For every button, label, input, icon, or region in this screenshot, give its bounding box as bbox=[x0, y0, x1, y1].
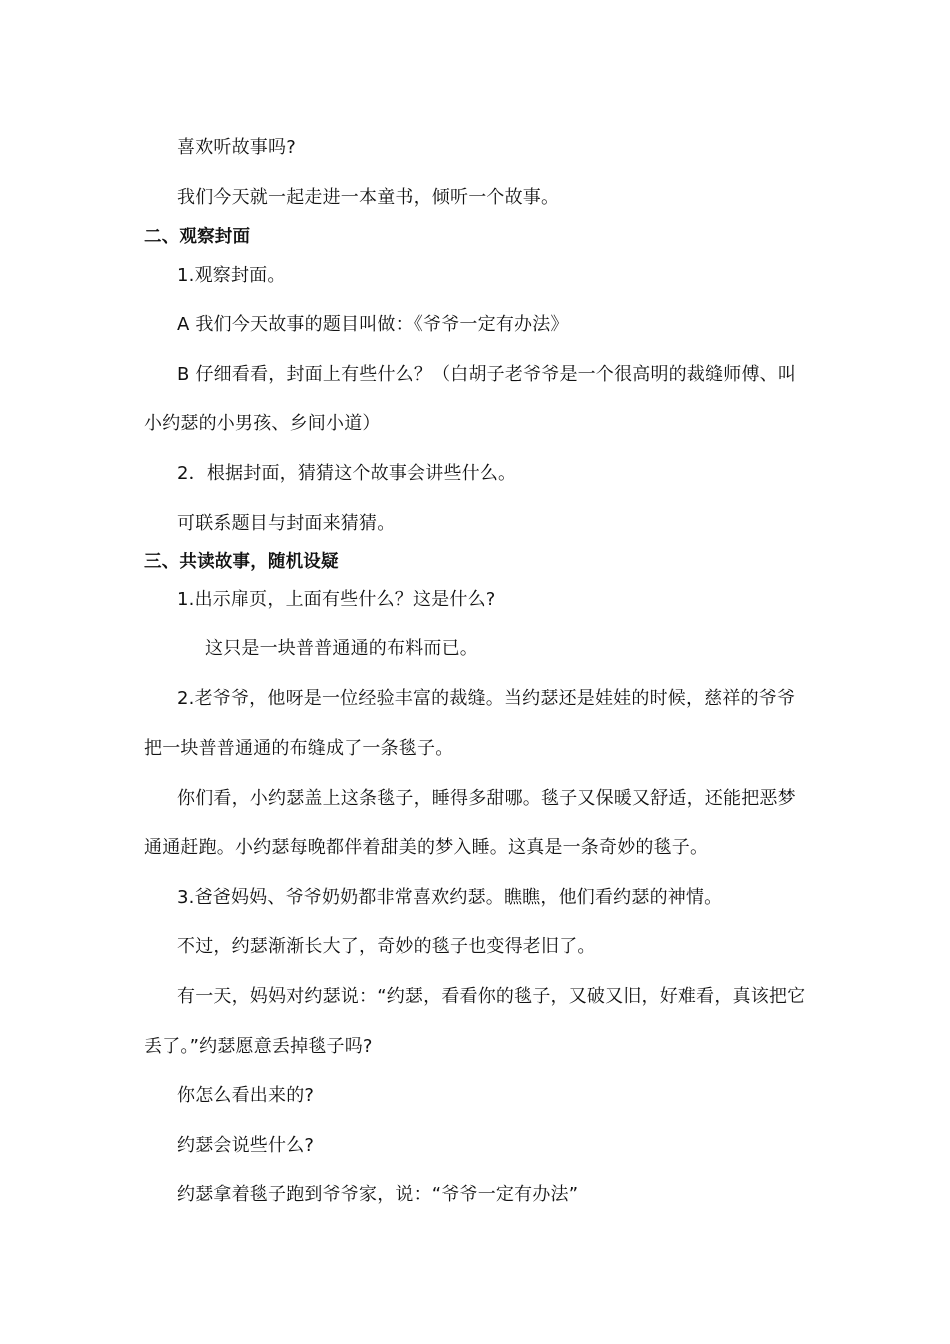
step-grandpa-tailor: 2.老爷爷，他呀是一位经验丰富的裁缝。当约瑟还是娃娃的时候，慈祥的爷爷 bbox=[177, 688, 796, 709]
paragraph-intro: 我们今天就一起走进一本童书，倾听一个故事。 bbox=[177, 187, 560, 208]
section-heading-observe-cover: 二、观察封面 bbox=[144, 227, 251, 247]
section-heading-read-together: 三、共读故事，随机设疑 bbox=[144, 552, 339, 572]
paragraph-question-story: 喜欢听故事吗? bbox=[177, 137, 296, 158]
step-family: 3.爸爸妈妈、爷爷奶奶都非常喜欢约瑟。瞧瞧，他们看约瑟的神情。 bbox=[177, 887, 723, 908]
paragraph-what-say: 约瑟会说些什么? bbox=[177, 1135, 315, 1156]
step-grandpa-continuation: 把一块普普通通的布缝成了一条毯子。 bbox=[144, 738, 454, 759]
item-b-question: B 仔细看看，封面上有些什么？（白胡子老爷爷是一个很高明的裁缝师傅、叫 bbox=[177, 364, 797, 385]
paragraph-mother-says: 有一天，妈妈对约瑟说：“约瑟，看看你的毯子，又破又旧，好难看，真该把它 bbox=[177, 986, 806, 1007]
step-title-page: 1.出示扉页，上面有些什么？这是什么? bbox=[177, 589, 496, 610]
paragraph-how-know: 你怎么看出来的? bbox=[177, 1085, 315, 1106]
item-a-title: A 我们今天故事的题目叫做：《爷爷一定有办法》 bbox=[177, 314, 569, 335]
paragraph-blanket-continuation: 通通赶跑。小约瑟每晚都伴着甜美的梦入睡。这真是一条奇妙的毯子。 bbox=[144, 837, 709, 858]
step-observe-cover: 1.观察封面。 bbox=[177, 265, 286, 286]
paragraph-plain-fabric: 这只是一块普普通通的布料而已。 bbox=[205, 638, 478, 659]
paragraph-blanket: 你们看，小约瑟盖上这条毯子，睡得多甜哪。毯子又保暖又舒适，还能把恶梦 bbox=[177, 788, 796, 809]
item-b-continuation: 小约瑟的小男孩、乡间小道） bbox=[144, 413, 381, 434]
paragraph-grandpa-house: 约瑟拿着毯子跑到爷爷家，说：“爷爷一定有办法” bbox=[177, 1184, 579, 1205]
paragraph-guess-hint: 可联系题目与封面来猜猜。 bbox=[177, 513, 396, 534]
paragraph-mother-continuation: 丢了。”约瑟愿意丢掉毯子吗? bbox=[144, 1036, 373, 1057]
paragraph-grows-up: 不过，约瑟渐渐长大了，奇妙的毯子也变得老旧了。 bbox=[177, 936, 596, 957]
step-guess-story: 2．根据封面，猜猜这个故事会讲些什么。 bbox=[177, 463, 517, 484]
